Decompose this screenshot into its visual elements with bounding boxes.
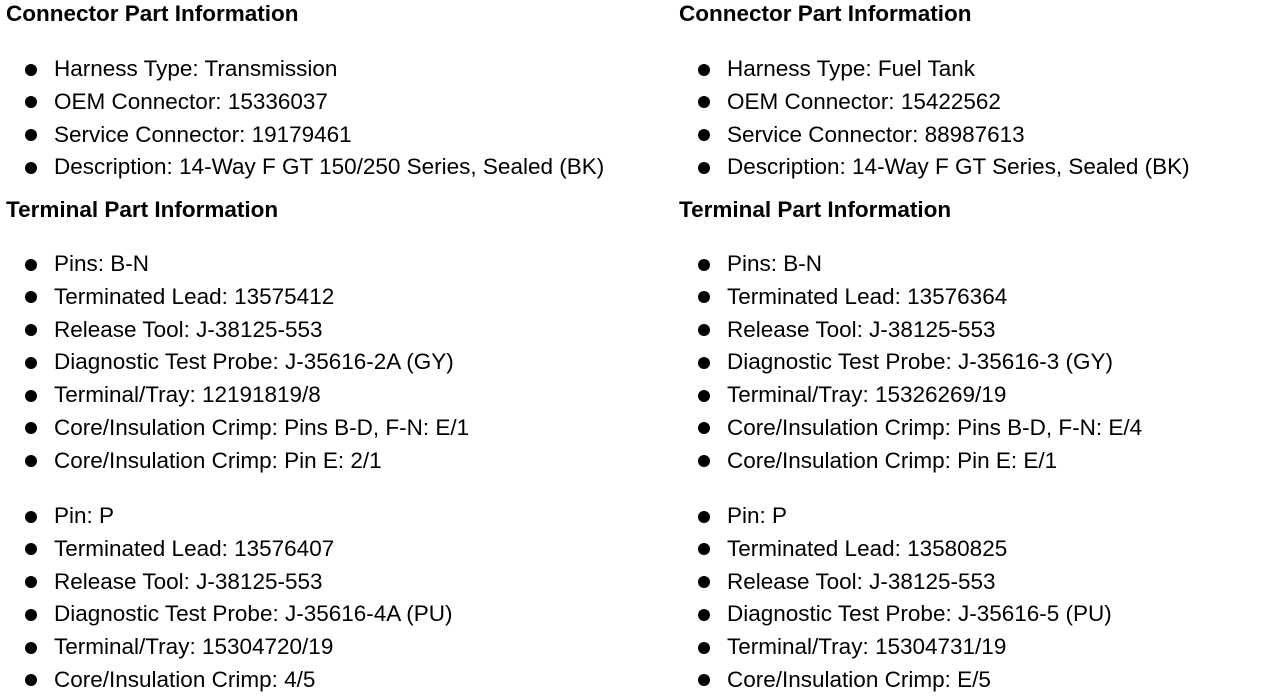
item-text: Service Connector: 88987613 — [727, 121, 1025, 147]
bullet-icon — [25, 642, 37, 654]
bullet-icon — [25, 576, 37, 588]
item-text: Release Tool: J-38125-553 — [727, 568, 996, 594]
list-item — [6, 664, 453, 697]
bullet-icon — [698, 259, 710, 271]
bullet-icon — [25, 162, 37, 174]
bullet-icon — [25, 64, 37, 76]
bullet-icon — [698, 642, 710, 654]
bullet-icon — [698, 64, 710, 76]
list-item — [679, 281, 1142, 314]
item-text: Terminated Lead: 13575412 — [54, 283, 335, 309]
list-item — [679, 151, 1190, 184]
list-item — [6, 500, 453, 533]
list-item — [6, 281, 469, 314]
bullet-icon — [25, 609, 37, 621]
list-item — [6, 53, 604, 86]
bullet-icon — [698, 324, 710, 336]
item-text: Pin: P — [54, 503, 115, 528]
bullet-icon — [698, 455, 710, 467]
list-item — [6, 379, 469, 412]
connector-info-list — [6, 53, 604, 184]
item-text: Diagnostic Test Probe: J-35616-5 (PU) — [727, 601, 1112, 627]
bullet-icon — [698, 129, 710, 141]
bullet-icon — [25, 96, 37, 108]
list-item — [6, 119, 604, 152]
bullet-icon — [25, 259, 37, 271]
bullet-icon — [698, 291, 710, 303]
list-item — [679, 379, 1142, 412]
item-text: OEM Connector: 15422562 — [727, 88, 1001, 114]
bullet-icon — [25, 511, 37, 523]
bullet-icon — [698, 674, 710, 686]
item-text: Harness Type: Fuel Tank — [727, 56, 976, 81]
connector-info-list — [679, 53, 1190, 184]
item-text: Service Connector: 19179461 — [54, 121, 352, 147]
list-item — [679, 533, 1112, 566]
bullet-icon — [698, 609, 710, 621]
bullet-icon — [698, 390, 710, 402]
item-text: Core/Insulation Crimp: Pins B-D, F-N: E/4 — [727, 414, 1143, 440]
bullet-icon — [25, 129, 37, 141]
item-text: Terminal/Tray: 12191819/8 — [54, 382, 321, 407]
item-text: Terminal/Tray: 15326269/19 — [727, 382, 1007, 407]
list-item — [679, 566, 1112, 599]
list-item — [6, 346, 469, 379]
bullet-icon — [698, 576, 710, 588]
bullet-icon — [698, 162, 710, 174]
bullet-icon — [698, 357, 710, 369]
list-item — [679, 119, 1190, 152]
item-text: Terminated Lead: 13580825 — [727, 535, 1008, 561]
item-text: Core/Insulation Crimp: 4/5 — [54, 666, 316, 692]
bullet-icon — [698, 422, 710, 434]
bullet-icon — [25, 390, 37, 402]
list-item — [679, 314, 1142, 347]
bullet-icon — [25, 324, 37, 336]
list-item — [6, 151, 604, 184]
list-item — [6, 566, 453, 599]
list-item — [679, 631, 1112, 664]
list-item — [6, 445, 469, 478]
list-item — [6, 314, 469, 347]
terminal-info-list-2 — [6, 500, 453, 697]
bullet-icon — [25, 455, 37, 467]
item-text: Core/Insulation Crimp: E/5 — [727, 666, 991, 692]
list-item — [679, 86, 1190, 119]
list-item — [679, 412, 1142, 445]
list-item — [679, 598, 1112, 631]
list-item — [679, 500, 1112, 533]
list-item — [6, 598, 453, 631]
item-text: Terminated Lead: 13576364 — [727, 283, 1008, 309]
terminal-heading: Terminal Part Information — [6, 197, 279, 222]
bullet-icon — [698, 543, 710, 555]
list-item — [6, 631, 453, 664]
list-item — [679, 664, 1112, 697]
item-text: Release Tool: J-38125-553 — [727, 316, 996, 342]
bullet-icon — [25, 357, 37, 369]
list-item — [6, 412, 469, 445]
item-text: Description: 14-Way F GT Series, Sealed (BK) — [727, 154, 1190, 180]
item-text: Pins: B-N — [727, 251, 823, 276]
item-text: Core/Insulation Crimp: Pins B-D, F-N: E/1 — [54, 414, 470, 440]
bullet-icon — [698, 511, 710, 523]
connector-heading: Connector Part Information — [6, 1, 299, 26]
list-item — [679, 346, 1142, 379]
list-item — [679, 248, 1142, 281]
item-text: Release Tool: J-38125-553 — [54, 568, 323, 594]
bullet-icon — [25, 291, 37, 303]
bullet-icon — [25, 543, 37, 555]
terminal-info-list-1 — [679, 248, 1142, 477]
item-text: Diagnostic Test Probe: J-35616-2A (GY) — [54, 349, 454, 375]
list-item — [6, 248, 469, 281]
bullet-icon — [698, 96, 710, 108]
list-item — [6, 533, 453, 566]
item-text: Terminal/Tray: 15304720/19 — [54, 634, 334, 659]
item-text: Description: 14-Way F GT 150/250 Series, Sealed (BK) — [54, 154, 605, 180]
item-text: OEM Connector: 15336037 — [54, 88, 328, 114]
bullet-icon — [25, 674, 37, 686]
item-text: Core/Insulation Crimp: Pin E: E/1 — [727, 447, 1058, 473]
terminal-info-list-2 — [679, 500, 1112, 697]
item-text: Diagnostic Test Probe: J-35616-4A (PU) — [54, 601, 453, 627]
item-text: Terminal/Tray: 15304731/19 — [727, 634, 1007, 659]
list-item — [679, 445, 1142, 478]
item-text: Pins: B-N — [54, 251, 150, 276]
list-item — [6, 86, 604, 119]
item-text: Harness Type: Transmission — [54, 56, 338, 81]
terminal-info-list-1 — [6, 248, 469, 477]
item-text: Pin: P — [727, 503, 788, 528]
bullet-icon — [25, 422, 37, 434]
list-item — [679, 53, 1190, 86]
item-text: Core/Insulation Crimp: Pin E: 2/1 — [54, 447, 382, 473]
connector-heading: Connector Part Information — [679, 1, 972, 26]
item-text: Release Tool: J-38125-553 — [54, 316, 323, 342]
item-text: Terminated Lead: 13576407 — [54, 535, 335, 561]
terminal-heading: Terminal Part Information — [679, 197, 952, 222]
item-text: Diagnostic Test Probe: J-35616-3 (GY) — [727, 349, 1114, 375]
